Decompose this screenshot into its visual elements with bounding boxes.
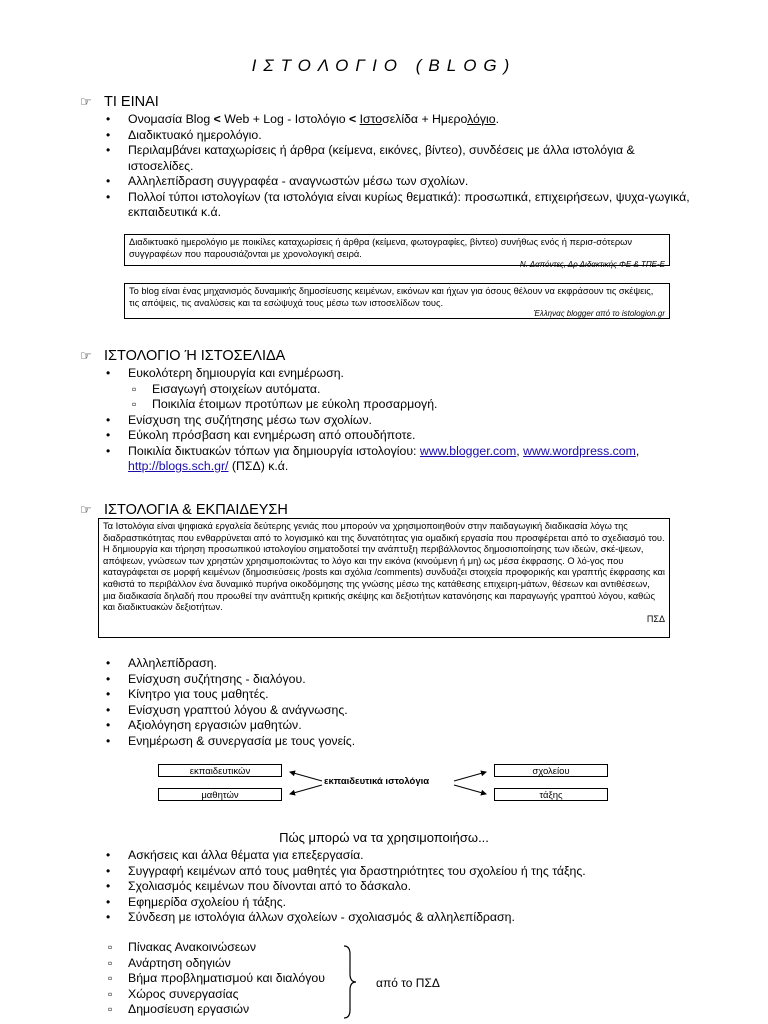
- right-brace: [340, 944, 360, 1020]
- bullet-list-education: [104, 656, 690, 749]
- info-citation: ΠΣΔ: [646, 613, 665, 624]
- pointing-hand-icon: ☞: [80, 502, 92, 517]
- list-item: • Αξιολόγηση εργασιών μαθητών.: [104, 718, 690, 734]
- list-item: • Κίνητρο για τους μαθητές.: [104, 687, 690, 703]
- list-item: • Ευκολότερη δημιουργία και ενημέρωση. ▫ Εισαγωγή στοιχείων αυτόματα. ▫ Ποικιλία έτοιμων προτύπων με εύκολη προσαρμογή.: [104, 366, 690, 413]
- list-item: ▫ Χώρος συνεργασίας: [104, 987, 404, 1003]
- link-wordpress[interactable]: www.wordpress.com: [523, 443, 636, 458]
- list-item: • Διαδικτυακό ημερολόγιο.: [104, 128, 690, 144]
- list-item: • Ποικιλία δικτυακών τόπων για δημιουργία ιστολογίου: www.blogger.com, www.wordpress.com, http://blogs.sch.gr/ (ΠΣΔ) κ.ά.: [104, 444, 690, 475]
- section-heading-blog-or-website: [80, 348, 285, 364]
- list-item: • Ενίσχυση γραπτού λόγου & ανάγνωσης.: [104, 703, 690, 719]
- section-heading-text: ΤΙ ΕΙΝΑΙ: [104, 94, 159, 110]
- arrow-to-teachers: [290, 772, 322, 781]
- arrow-to-school: [454, 772, 486, 781]
- diagram-arrows: [282, 760, 494, 806]
- quote-citation: Ν. Δαπόντες, Δρ Διδακτικής ΦΕ & ΤΠΕ-Ε: [519, 260, 665, 270]
- pointing-hand-icon: ☞: [80, 94, 92, 109]
- list-item: • Σύνδεση με ιστολόγια άλλων σχολείων - σχολιασμός & αλληλεπίδραση.: [104, 910, 690, 926]
- diagram-box-students: μαθητών: [158, 788, 282, 801]
- quote-text: Το blog είναι ένας μηχανισμός δυναμικής δημοσίευσης κειμένων, εικόνων και ήχων για όσους θέλουν να εκφράσουν τις σκέψεις, τις απόψεις, τις αναλύσεις και τα εσώψυχά τους μέσω των ιστοσελίδων τους.: [129, 286, 654, 308]
- list-item: • Σχολιασμός κειμένων που δίνονται από το δάσκαλο.: [104, 879, 690, 895]
- sub-list: [128, 382, 690, 413]
- section-heading-blogs-education: [80, 502, 288, 518]
- pointing-hand-icon: ☞: [80, 348, 92, 363]
- education-info-box: [98, 518, 670, 638]
- list-item: • Εφημερίδα σχολείου ή τάξης.: [104, 895, 690, 911]
- bullet-list-how-to-use: [104, 848, 690, 926]
- section-heading-text: ΙΣΤΟΛΟΓΙΑ & ΕΚΠΑΙΔΕΥΣΗ: [104, 502, 288, 518]
- bullet-list-what-is: [104, 112, 690, 221]
- info-paragraph: Τα Ιστολόγια είναι ψηφιακά εργαλεία δεύτερης γενιάς που μπορούν να χρησιμοποιηθούν στην παιδαγωγική διαδικασία λόγω της διαδραστικότητας που ενθαρρύνεται από το λογισμικό και της δυνατότητας για ομαδική εργασία που προσφέρεται από το σχεδιασμό του.: [103, 521, 665, 543]
- list-item: • Αλληλεπίδραση συγγραφέα - αναγνωστών μέσω των σχολίων.: [104, 174, 690, 190]
- diagram-box-teachers: εκπαιδευτικών: [158, 764, 282, 777]
- page-title: ΙΣΤΟΛΟΓΙΟ (BLOG): [251, 56, 517, 75]
- list-item: • Ενίσχυση της συζήτησης μέσω των σχολίων.: [104, 413, 690, 429]
- diagram-box-class: τάξης: [494, 788, 608, 801]
- section-heading-text: ΙΣΤΟΛΟΓΙΟ Ή ΙΣΤΟΣΕΛΙΔΑ: [104, 348, 286, 364]
- how-to-use-subtitle: Πώς μπορώ να τα χρησιμοποιήσω...: [279, 830, 489, 845]
- list-item: • Περιλαμβάνει καταχωρίσεις ή άρθρα (κείμενα, εικόνες, βίντεο), συνδέσεις με άλλα ιστολόγια & ιστοσελίδες.: [104, 143, 690, 174]
- brace-label: από το ΠΣΔ: [376, 976, 440, 990]
- diagram-box-school: σχολείου: [494, 764, 608, 777]
- section-heading-what-is: [80, 94, 159, 110]
- list-item: ▫ Πίνακας Ανακοινώσεων: [104, 940, 404, 956]
- list-item: ▫ Ανάρτηση οδηγιών: [104, 956, 404, 972]
- link-blogs-sch[interactable]: http://blogs.sch.gr/: [128, 459, 229, 473]
- list-item: • Ενημέρωση & συνεργασία με τους γονείς.: [104, 734, 690, 750]
- arrow-to-students: [290, 785, 322, 794]
- quote-box-definition: [124, 234, 670, 270]
- list-item: • Συγγραφή κειμένων από τους μαθητές για δραστηριότητες του σχολείου ή της τάξης.: [104, 864, 690, 880]
- list-item: ▫ Δημοσίευση εργασιών: [104, 1002, 404, 1018]
- sub-list-item: ▫ Εισαγωγή στοιχείων αυτόματα.: [128, 382, 690, 398]
- bullet-list-blog-or-website: [104, 366, 690, 475]
- list-item: • Ονομασία Blog < Web + Log - Ιστολόγιο < Ιστοσελίδα + Ημερολόγιο.: [104, 112, 690, 128]
- link-blogger[interactable]: www.blogger.com: [419, 443, 517, 458]
- quote-citation: Έλληνας blogger από το istologion.gr: [533, 309, 665, 319]
- info-paragraph: Η δημιουργία και τήρηση προσωπικού ιστολογίου σηματοδοτεί την ανάπτυξη περιβάλλοντος δημοσιοποίησης των ιδεών, σκέ-ψεων, απόψεων, γνώσεων των χρηστών χρησιμοποιώντας το λόγο και την εικόνα (κινούμενη ή μη) ως μέσα έκφρασης. Ο λό-γος που καταγράφεται σε μορφή κειμένων (δημοσιεύσεις /posts και σχόλια /comments) συνδυάζει στοιχεία προφορικής και γραπτής έκφρασης και καθιστά το περιβάλλον ένα δυναμικό πυρήνα οικοδόμησης της γνώσης μέσω της κατάθεσης επιχειρη-μάτων, θέσεων και αντιθέσεων, μια διαδικασία δηλαδή που προωθεί την ανάπτυξη κριτικής σκέψης και δεξιοτήτων κατανόησης και παραγωγής γραπτού λόγου, καθώς και διαδικτυακών δεξιοτήτων.: [103, 544, 665, 613]
- list-item: • Ασκήσεις και άλλα θέματα για επεξεργασία.: [104, 848, 690, 864]
- list-item: • Πολλοί τύποι ιστολογίων (τα ιστολόγια είναι κυρίως θεματικά): προσωπικά, επιχειρήσεων, ψυχα-γωγικά, εκπαιδευτικά κ.ά.: [104, 190, 690, 221]
- quote-box-blogger: [124, 283, 670, 319]
- list-item: ▫ Βήμα προβληματισμού και διαλόγου: [104, 971, 404, 987]
- diagram-center-label: εκπαιδευτικά ιστολόγια: [324, 776, 430, 787]
- list-item: • Ενίσχυση συζήτησης - διαλόγου.: [104, 672, 690, 688]
- sub-list-item: ▫ Ποικιλία έτοιμων προτύπων με εύκολη προσαρμογή.: [128, 397, 690, 413]
- list-item: • Αλληλεπίδραση.: [104, 656, 690, 672]
- list-item: • Εύκολη πρόσβαση και ενημέρωση από οπουδήποτε.: [104, 428, 690, 444]
- quote-text: Διαδικτυακό ημερολόγιο με ποικίλες καταχωρίσεις ή άρθρα (κείμενα, φωτογραφίες, βίντεο) συνήθως ενός ή περισ-σότερων συγγραφέων που παρουσιάζονται με χρονολογική σειρά.: [129, 237, 633, 259]
- arrow-to-class: [454, 785, 486, 794]
